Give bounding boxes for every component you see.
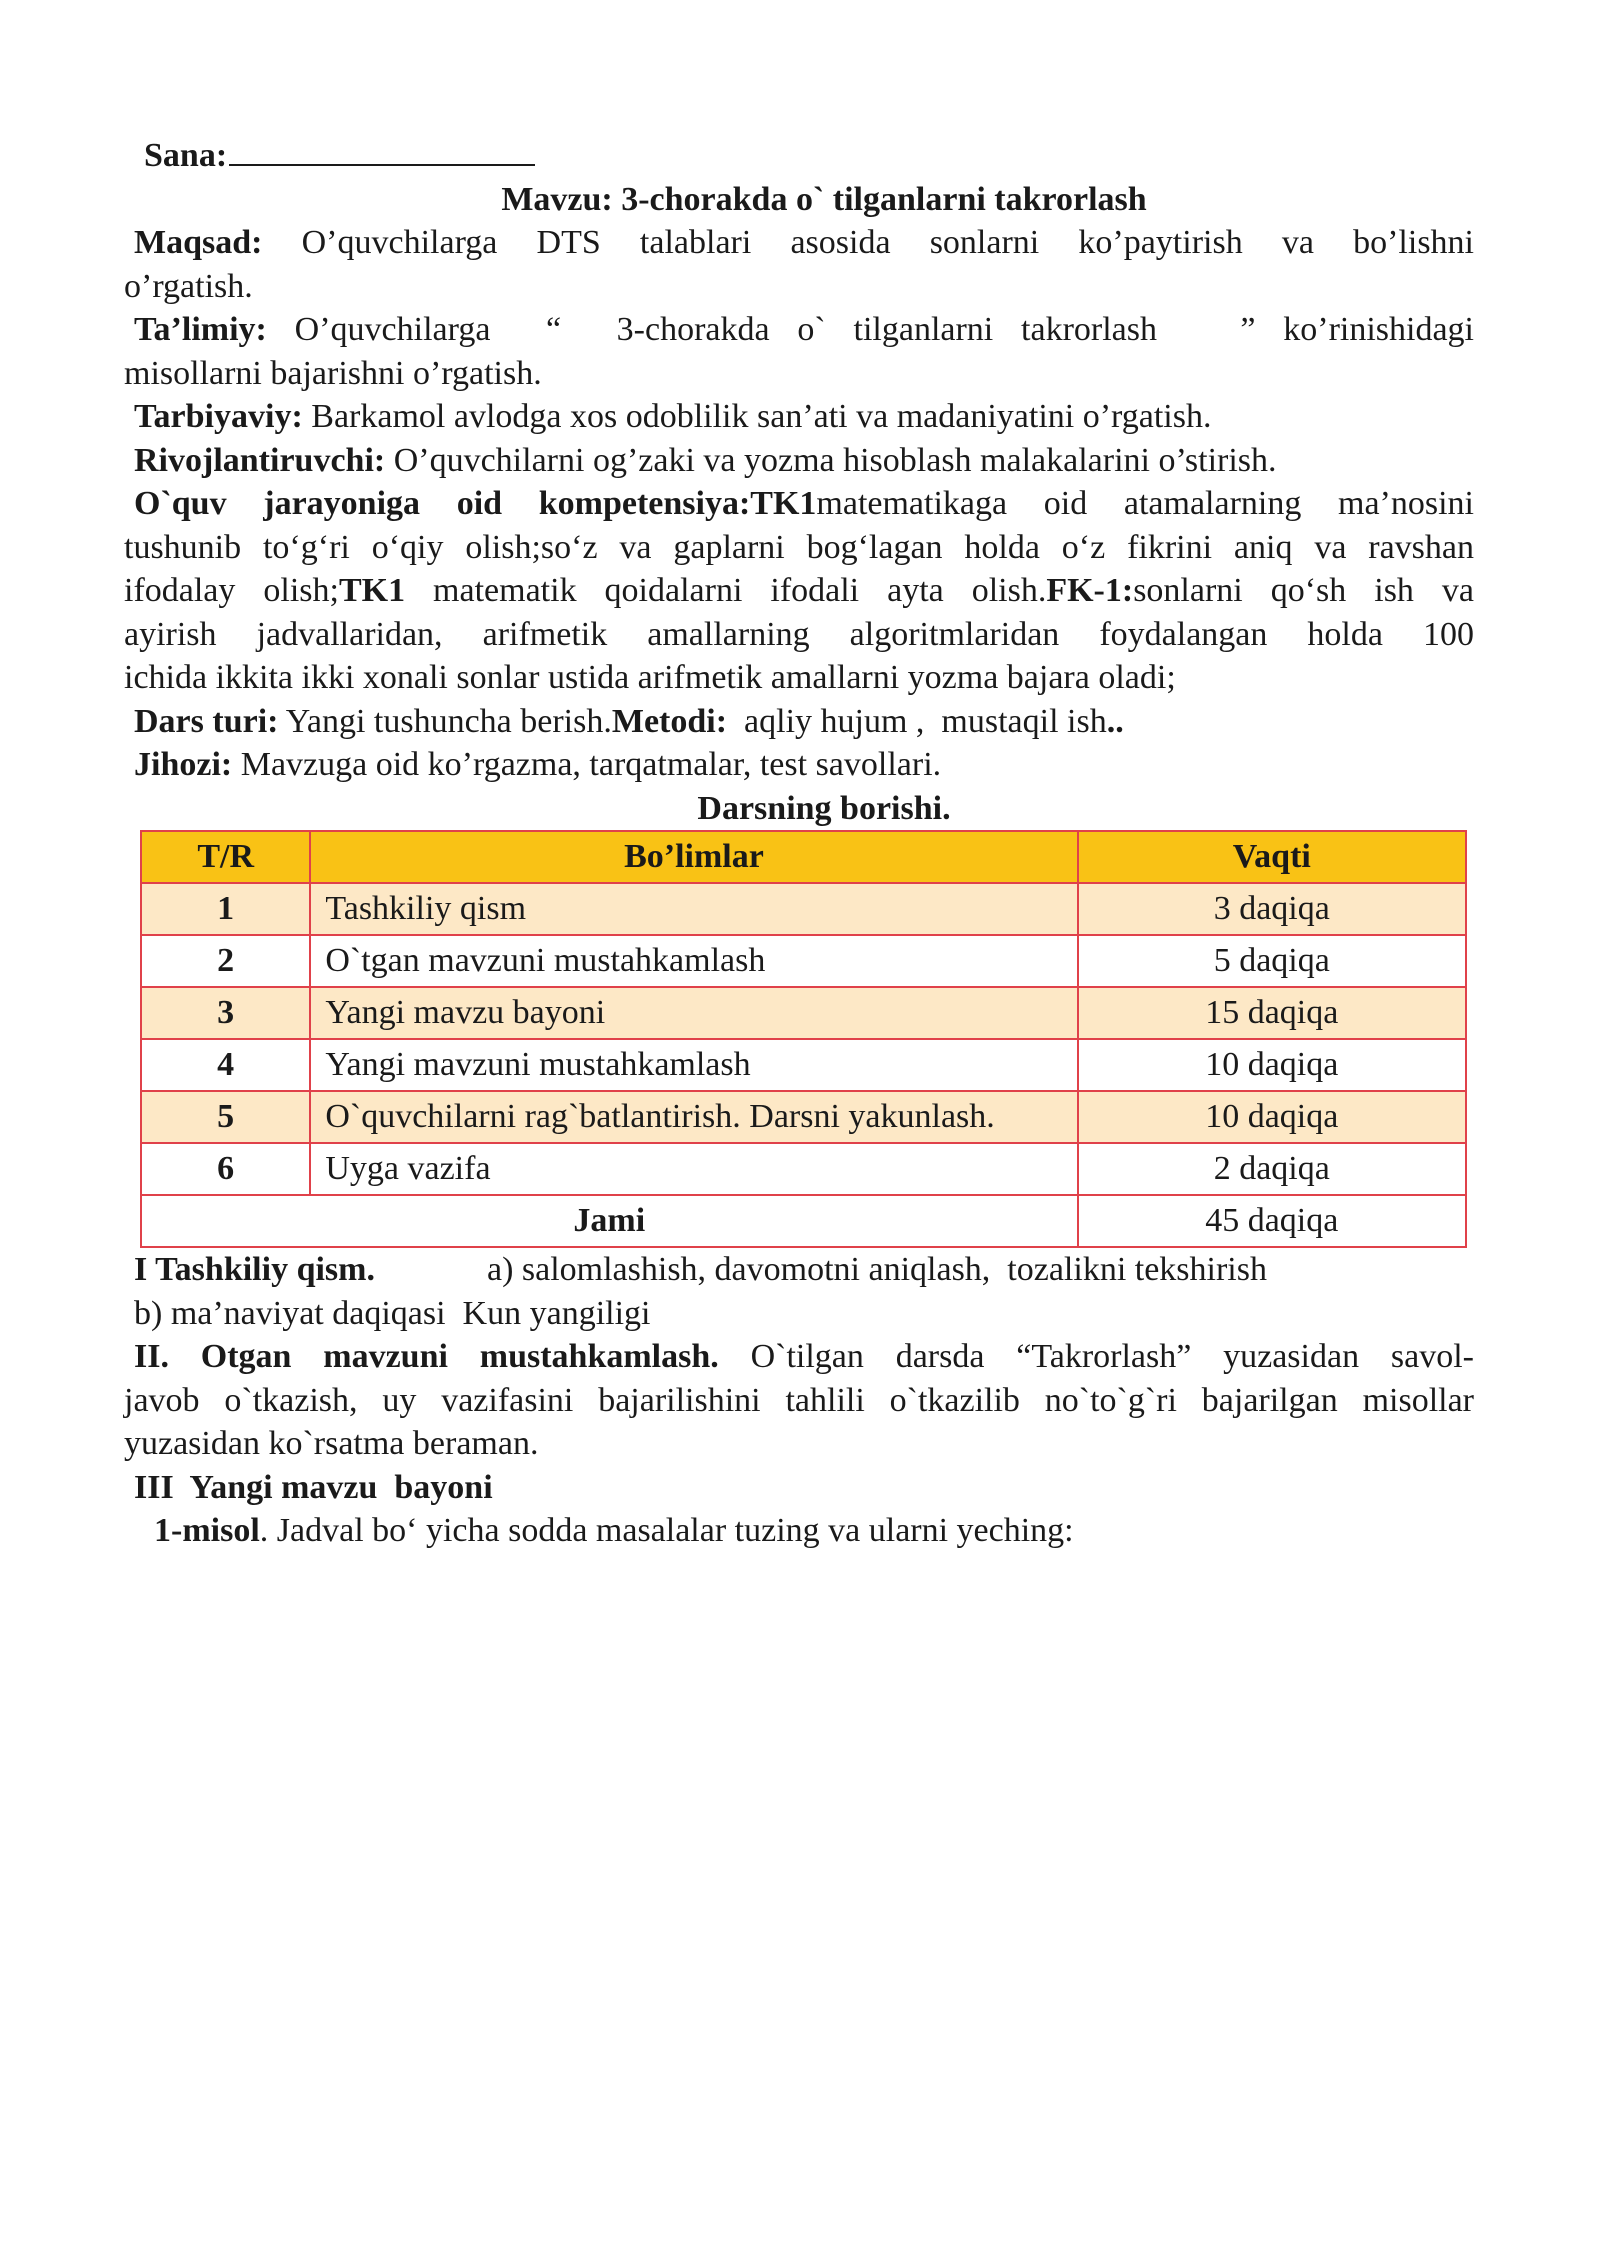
section1-line	[124, 1248, 1474, 1292]
row-number: 2	[141, 935, 310, 987]
section3-label: III Yangi mavzu bayoni	[134, 1468, 493, 1506]
metodi-label: Metodi:	[611, 702, 728, 740]
table-row	[141, 1039, 1466, 1091]
row-time: 3 daqiqa	[1078, 883, 1466, 935]
dars-turi-text: Yangi tushuncha berish.	[278, 702, 612, 740]
table-row	[141, 935, 1466, 987]
row-time: 10 daqiqa	[1078, 1039, 1466, 1091]
header-time: Vaqti	[1078, 831, 1466, 883]
row-number: 3	[141, 987, 310, 1039]
lesson-flow-title: Darsning borishi.	[697, 789, 951, 827]
tarbiyaviy-text: Barkamol avlodga xos odoblilik san’ati va madaniyatini o’rgatish.	[311, 398, 1212, 435]
jihozi-text: Mavzuga oid ko’rgazma, tarqatmalar, test savollari.	[232, 746, 942, 783]
row-time: 2 daqiqa	[1078, 1143, 1466, 1195]
rivojlantiruvchi-label: Rivojlantiruvchi:	[134, 441, 386, 479]
header-sections: Bo’limlar	[310, 831, 1077, 883]
kompetensiya-text-3a: ifodalay olish;	[124, 572, 339, 609]
row-section: Tashkiliy qism	[310, 883, 1077, 935]
total-value: 45 daqiqa	[1078, 1195, 1466, 1247]
row-number: 5	[141, 1091, 310, 1143]
table-row	[141, 987, 1466, 1039]
section2-text-2: javob o`tkazish, uy vazifasini bajarilishini tahlili o`tkazilib no`to`g`ri bajarilgan misollar	[124, 1381, 1474, 1419]
lesson-topic: Mavzu: 3-chorakda o` tilganlarni takrorlash	[501, 180, 1147, 218]
kompetensiya-text-4: ayirish jadvallaridan, arifmetik amallarning algoritmlaridan foydalangan holda 100	[124, 615, 1474, 653]
metodi-end: ..	[1106, 702, 1124, 740]
row-section: Yangi mavzuni mustahkamlash	[310, 1039, 1077, 1091]
section2-text-1: O`tilgan darsda “Takrorlash” yuzasidan savol-	[718, 1338, 1474, 1375]
date-line	[124, 134, 1474, 178]
kompetensiya-line-1	[124, 482, 1474, 526]
misol-line	[124, 1509, 1474, 1553]
kompetensiya-text-5: ichida ikkita ikki xonali sonlar ustida arifmetik amallarni yozma bajara oladi;	[124, 659, 1176, 696]
dars-turi-line	[124, 700, 1474, 744]
table-row	[141, 1143, 1466, 1195]
date-blank	[229, 134, 535, 166]
row-section: Uyga vazifa	[310, 1143, 1077, 1195]
jihozi-line	[124, 743, 1474, 787]
table-row	[141, 883, 1466, 935]
kompetensiya-text-2: tushunib to‘g‘ri o‘qiy olish;so‘z va gaplarni bog‘lagan holda o‘z fikrini aniq va ravshan	[124, 528, 1474, 566]
maqsad-text-2: o’rgatish.	[124, 267, 253, 305]
section2-line-1	[124, 1335, 1474, 1379]
talimiy-label: Ta’limiy:	[134, 311, 267, 348]
metodi-text: aqliy hujum , mustaqil ish	[727, 702, 1107, 740]
section1-text-a: a) salomlashish, davomotni aniqlash, tozalikni tekshirish	[486, 1251, 1267, 1288]
row-section: O`tgan mavzuni mustahkamlash	[310, 935, 1077, 987]
header-tr: T/R	[141, 831, 310, 883]
section2-label: II. Otgan mavzuni mustahkamlash.	[134, 1338, 719, 1375]
table-total-row	[141, 1195, 1466, 1247]
row-number: 1	[141, 883, 310, 935]
maqsad-line-1	[124, 221, 1474, 265]
section1-text-b: b) ma’naviyat daqiqasi Kun yangiligi	[134, 1294, 651, 1332]
date-label: Sana:	[144, 137, 228, 174]
kompetensiya-text-3c: matematik qoidalarni ifodali ayta olish.	[405, 572, 1047, 609]
rivojlantiruvchi-text: O’quvchilarni og’zaki va yozma hisoblash malakalarini o’stirish.	[393, 441, 1277, 479]
rivojlantiruvchi-line	[124, 439, 1474, 483]
row-time: 15 daqiqa	[1078, 987, 1466, 1039]
section2-text-3: yuzasidan ko`rsatma beraman.	[124, 1425, 539, 1462]
kompetensiya-text-3e: sonlarni qo‘sh ish va	[1133, 572, 1475, 609]
talimiy-text-1: O’quvchilarga “ 3-chorakda o` tilganlarni takrorlash ” ko’rinishidagi	[294, 311, 1475, 348]
document-page	[124, 134, 1474, 1553]
kompetensiya-label: O`quv jarayoniga oid kompetensiya:TK1	[134, 485, 817, 522]
misol-label: 1-misol	[154, 1512, 260, 1549]
lesson-plan-table	[140, 830, 1467, 1248]
tk1-label: TK1	[338, 572, 406, 609]
row-number: 4	[141, 1039, 310, 1091]
table-row	[141, 1091, 1466, 1143]
row-time: 10 daqiqa	[1078, 1091, 1466, 1143]
row-section: Yangi mavzu bayoni	[310, 987, 1077, 1039]
row-section: O`quvchilarni rag`batlantirish. Darsni yakunlash.	[310, 1091, 1077, 1143]
fk1-label: FK-1:	[1046, 572, 1134, 609]
section1-label: I Tashkiliy qism.	[134, 1251, 375, 1288]
talimiy-line-1	[124, 308, 1474, 352]
maqsad-label: Maqsad:	[134, 224, 263, 261]
table-header-row	[141, 831, 1466, 883]
tarbiyaviy-label: Tarbiyaviy:	[134, 398, 303, 435]
row-time: 5 daqiqa	[1078, 935, 1466, 987]
row-number: 6	[141, 1143, 310, 1195]
maqsad-text-1: O’quvchilarga DTS talablari asosida sonlarni ko’paytirish va bo’lishni	[301, 224, 1474, 261]
talimiy-text-2: misollarni bajarishni o’rgatish.	[124, 354, 542, 392]
misol-text: . Jadval bo‘ yicha sodda masalalar tuzing va ularni yeching:	[259, 1512, 1074, 1549]
kompetensiya-text-1: matematikaga oid atamalarning ma’nosini	[816, 485, 1474, 522]
dars-turi-label: Dars turi:	[134, 702, 279, 740]
tarbiyaviy-line	[124, 395, 1474, 439]
kompetensiya-line-3	[124, 569, 1474, 613]
total-label: Jami	[141, 1195, 1078, 1247]
jihozi-label: Jihozi:	[134, 746, 233, 783]
